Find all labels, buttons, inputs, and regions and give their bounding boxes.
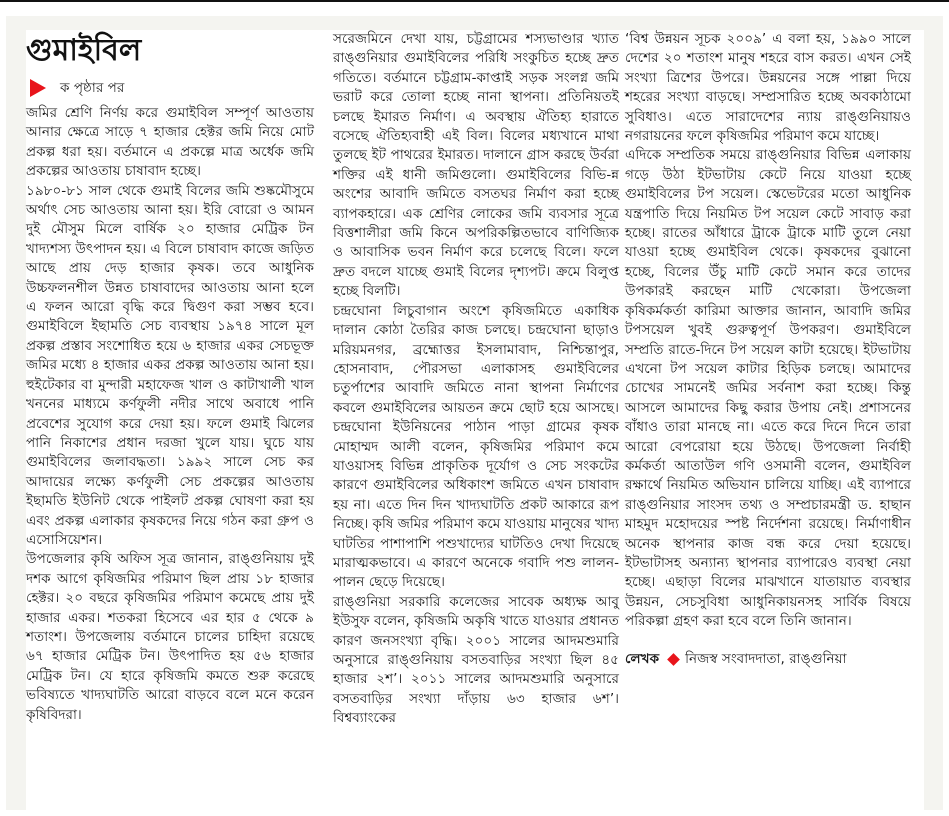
byline-label: লেখক xyxy=(625,650,660,667)
paragraph: ১৯৮০-৮১ সাল থেকে গুমাই বিলের জমি শুষ্কমৌসুমে অর্থাৎ সেচ আওতায় আনা হয়। ইরি বোরো ও আমন দুই মৌসুম মিলে বার্ষিক ২০ হাজার মেট্রিক টন খাদ্যশস্য উৎপাদন হয়। এ বিলে চাষাবাদ কাজে জড়িত আছে প্রায় দেড় হাজার কৃষক। তবে আধুনিক উচ্চফলনশীল উন্নত চাষাবাদের আওতায় আনা হলে এ ফলন আরো বৃদ্ধি করে দ্বিগুণ করা সম্ভব হবে। গুমাইবিলে ইছামতি সেচ ব্যবস্থায় ১৯৭৪ সালে মূল প্রকল্প প্রস্তাব সংশোধিত হয়ে ৬ হাজার একর সেচভূক্ত জমির মধ্যে ৪ হাজার একর প্রকল্প আওতায় আনা হয়। হুইটেকার বা মুন্দারী মহাফেজ খাল ও কাটাখালী খাল খননের মাধ্যমে কর্ণফুলী নদীর সাথে অবাধে পানি প্রবেশের সুযোগ করে দেয়া হয়। ফলে গুমাই ঝিলের পানি নিকাশের প্রধান দরজা খুলে যায়। ঘুচে যায় গুমাইবিলের জলাবদ্ধতা। ১৯৯২ সালে সেচ কর আদায়ের লক্ষ্যে কর্ণফুলী সেচ প্রকল্পের আওতায় ইছামতি ইউনিট থেকে পাইলট প্রকল্প ঘোষণা করা হয় এবং প্রকল্প এলাকার কৃষকদের নিয়ে গঠন করা গ্রুপ ও এসোসিয়েশন। xyxy=(26,182,314,548)
article-column-3 xyxy=(625,30,911,669)
paragraph: রাঙ্গুনিয়া সরকারি কলেজের সাবেক অধ্যক্ষ আবু ইউসুফ বলেন, কৃষিজমি অকৃষি খাতে যাওয়ার প্রধানত কারণ জনসংখ্যা বৃদ্ধি। ২০০১ সালের আদমশুমারি অনুসারে রাঙ্গুনিয়ায় বসতবাড়ির সংখ্যা ছিল ৪৫ হাজার ২শ’। ২০১১ সালের আদমশুমারি অনুসারে বসতবাড়ির সংখ্যা দাঁড়ায় ৬৩ হাজার ৬শ’। বিশ্বব্যাংকের xyxy=(333,593,619,727)
continued-from-label: ক পৃষ্ঠার পর xyxy=(60,80,125,96)
byline-author: নিজস্ব সংবাদদাতা, রাঙ্গুনিয়া xyxy=(685,650,847,667)
article-column-2 xyxy=(333,30,619,729)
article-headline: গুমাইবিল xyxy=(26,33,142,68)
paragraph: এদিকে সম্প্রতিক সময়ে রাঙ্গুনিয়ার বিভিন্ন এলাকায় গড়ে উঠা ইটভাটায় কেটে নিয়ে যাওয়া হচ্ছে গুমাইবিলের টপ সয়েল। স্কেভেটরের মতো আধুনিক যন্ত্রপাতি দিয়ে নিয়মিত টপ সয়েল কেটে সাবাড় করা হচ্ছে। রাতের আঁধারে ট্রাকে ট্রাকে মাটি তুলে নেয়া যাওয়া হচ্ছে গুমাইবিল থেকে। কৃষকদের বুঝানো হচ্ছে, বিলের উঁচু মাটি কেটে সমান করে তাদের উপকারই করছেন মাটি খেকোরা। উপজেলা কৃষিকর্মকর্তা কারিমা আক্তার জানান, আবাদি জমির টপসয়েল খুবই গুরুত্বপূর্ণ উপকরণ। গুমাইবিলে সম্প্রতি রাতে-দিনে টপ সয়েল কাটা হয়েছে। ইটভাটায় এখনো টপ সয়েল কাটার হিড়িক চলছে। আমাদের চোখের সামনেই জমির সর্বনাশ করা হচ্ছে। কিন্তু আসলে আমাদের কিছু করার উপায় নেই। প্রশাসনের বাঁধাও তারা মানছে না। এতে করে দিনে দিনে তারা আরো বেপরোয়া হয়ে উঠছে। উপজেলা নির্বাহী কর্মকর্তা আতাউল গণি ওসমানী বলেন, গুমাইবিল রক্ষার্থে নিয়মিত অভিযান চালিয়ে যাচ্ছি। এই ব্যাপারে রাঙ্গুনিয়ার সাংসদ তথ্য ও সম্প্রচারমন্ত্রী ড. হাছান মাহমুদ মহোদয়ের স্পষ্ট নির্দেশনা রয়েছে। নির্মাণাধীন অনেক স্থাপনার কাজ বন্ধ করে দেয়া হয়েছে। ইটভাটাসহ অন্যান্য স্থাপনার ব্যাপারেও ব্যবস্থা নেয়া হচ্ছে। এছাড়া বিলের মাঝখানে যাতায়াত ব্যবস্থার উন্নয়ন, সেচসুবিধা আধুনিকায়নসহ সার্বিক বিষয়ে পরিকল্পা গ্রহণ করা হবে বলে তিনি জানান। xyxy=(625,147,911,630)
byline xyxy=(625,650,911,669)
continued-from xyxy=(30,78,314,98)
red-diamond-icon xyxy=(667,653,680,666)
paragraph: উপজেলার কৃষি অফিস সূত্র জানান, রাঙ্গুনিয়ায় দুই দশক আগে কৃষিজমির পরিমাণ ছিল প্রায় ১৮ হাজার হেক্টর। ২০ বছরে কৃষিজমির পরিমাণ কমেছে প্রায় দুই হাজার একর। শতকরা হিসেবে এর হার ৫ থেকে ৯ শতাংশ। উপজেলায় বর্তমানে চালের চাহিদা রয়েছে ৬৭ হাজার মেট্রিক টন। উৎপাদিত হয় ৫৬ হাজার মেট্রিক টন। যে হারে কৃষিজমি কমতে শুরু করেছে ভবিষ্যতে খাদ্যঘাটতি আরো বাড়বে বলে মনে করেন কৃষিবিদরা। xyxy=(26,551,314,723)
paragraph: জমির শ্রেণি নির্ণয় করে গুমাইবিল সম্পূর্ণ আওতায় আনার ক্ষেত্রে সাড়ে ৭ হাজার হেক্টর জমি নিয়ে মোট প্রকল্প ধরা হয়। বর্তমানে এ প্রকল্পে মাত্র অর্ধেক জমি প্রকল্পের আওতায় চাষাবাদ হচ্ছে। xyxy=(26,105,314,180)
article-column-1 xyxy=(26,30,314,725)
article-sheet xyxy=(26,30,924,810)
paragraph: সরেজমিনে দেখা যায়, চট্টগ্রামের শস্যভাণ্ডার খ্যাত রাঙ্গুনিয়ার গুমাইবিলের পরিধি সংকুচিত হচ্ছে দ্রুত গতিতে। বর্তমানে চট্টগ্রাম-কাপ্তাই সড়ক সংলগ্ন জমি ভরাট করে তোলা হচ্ছে নানা স্থাপনা। প্রতিনিয়তই চলছে ইমারত নির্মাণ। এ অবস্থায় ঐতিহ্য হারাতে বসেছে ঐতিহ্যবাহী এই বিল। বিলের মধ্যখানে মাথা তুলছে ইট পাথরের ইমারত। দালানে গ্রাস করছে উর্বরা শক্তির এই ধানী জমিগুলো। গুমাইবিলের বিভি-ন্ন অংশের আবাদি জমিতে বসতঘর নির্মাণ করা হচ্ছে ব্যাপকহারে। এক শ্রেণির লোকের জমি ব্যবসার সূত্রে বিত্তশালীরা জমি কিনে অপরিকল্পিতভাবে বাণিজ্যিক ও আবাসিক ভবন নির্মাণ করে চলেছে বিলে। ফলে দ্রুত বদলে যাচ্ছে গুমাই বিলের দৃশ্যপট। ক্রমে বিলুপ্ত হচ্ছে বিলটি। xyxy=(333,31,619,300)
paragraph: ‘বিশ্ব উন্নয়ন সূচক ২০০৯’ এ বলা হয়, ১৯৯০ সালে দেশের ২০ শতাংশ মানুষ শহরে বাস করত। এখন সেই সংখ্যা ত্রিশের উপরে। উন্নয়নের সঙ্গে পাল্লা দিয়ে শহরের সংখ্যা বাড়ছে। সম্প্রসারিত হচ্ছে অবকাঠামো সুবিধাও। এতে সারাদেশের ন্যায় রাঙ্গুনিয়ায়ও নগরায়নের ফলে কৃষিজমির পরিমাণ কমে যাচ্ছে। xyxy=(625,31,911,145)
paragraph: চন্দ্রঘোনা লিচুবাগান অংশে কৃষিজমিতে একাধিক দালান কোঠা তৈরির কাজ চলছে। চন্দ্রঘোনা ছাড়াও মরিয়মনগর, ব্রহ্মোত্তর ইসলামাবাদ, নিশ্চিন্তাপুর, হোসনাবাদ, পৌরসভা এলাকাসহ গুমাইবিলের চতুর্পাশের আবাদি জমিতে নানা স্থাপনা নির্মাণের কবলে গুমাইবিলের আয়তন ক্রমে ছোট হয়ে আসছে। চন্দ্রঘোনা ইউনিয়নের পাঠান পাড়া গ্রামের কৃষক মোহাম্মদ আলী বলেন, কৃষিজমির পরিমাণ কমে যাওয়াসহ বিভিন্ন প্রাকৃতিক দূর্যোগ ও সেচ সংকটের কারণে গুমাইবিলের অধিকাংশ জমিতে এখন চাষাবাদ হয় না। এতে দিন দিন খাদ্যঘাটতি প্রকট আকারে রূপ নিচ্ছে। কৃষি জমির পরিমাণ কমে যাওয়ায় মানুষের খাদ্য ঘাটতির পাশাপাশি পশুখাদ্যের ঘাটতিও দেখা দিয়েছে মারাত্মকভাবে। এ কারণে অনেকে গবাদি পশু লালন-পালন ছেড়ে দিয়েছে। xyxy=(333,302,619,591)
red-triangle-icon xyxy=(30,79,46,97)
top-border-rule xyxy=(0,0,949,2)
